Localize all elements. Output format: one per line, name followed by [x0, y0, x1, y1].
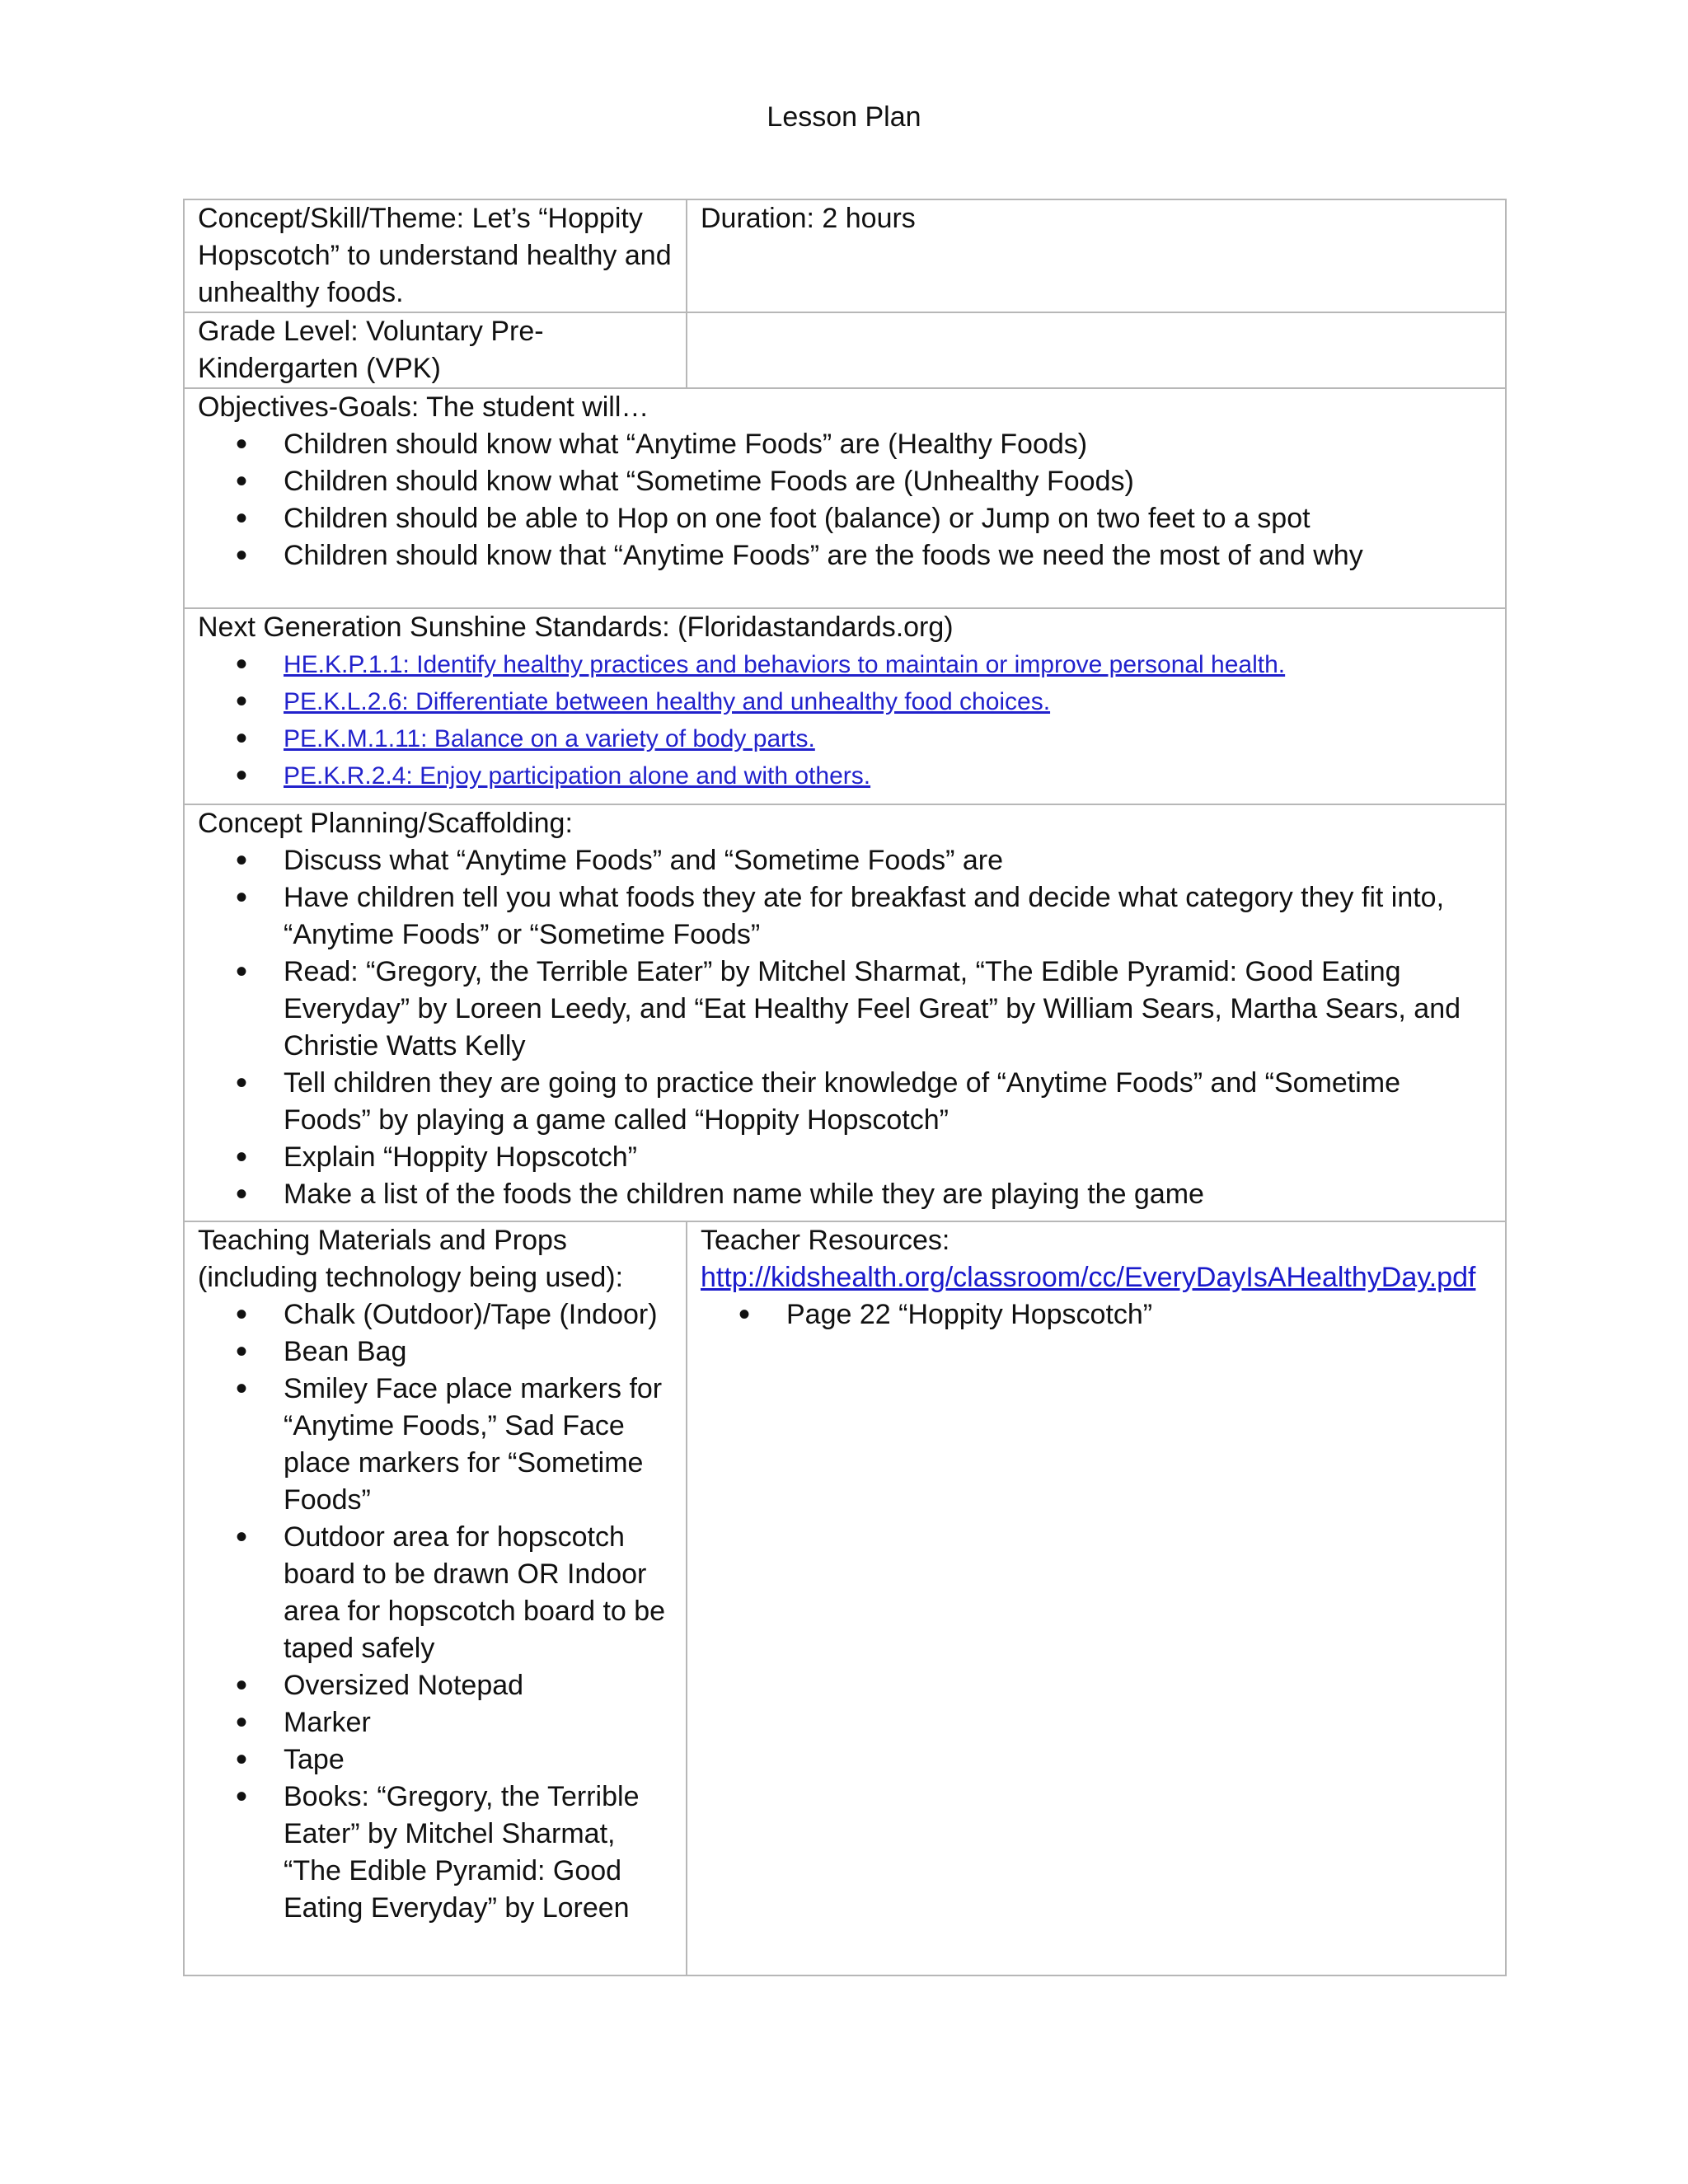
- list-item: • Oversized Notepad: [284, 1667, 673, 1704]
- objectives-list: [198, 426, 1492, 574]
- resource-link[interactable]: http://kidshealth.org/classroom/cc/EveryDayIsAHealthyDay.pdf: [701, 1262, 1476, 1293]
- list-item: • Bean Bag: [284, 1333, 673, 1371]
- lesson-plan-table: [183, 199, 1507, 1976]
- list-item: • Tell children they are going to practice their knowledge of “Anytime Foods” and “Sometime Foods” by playing a game called “Hoppity Hopscotch”: [284, 1065, 1492, 1139]
- duration-cell: Duration: 2 hours: [687, 199, 1506, 312]
- list-item: • Children should know what “Sometime Foods are (Unhealthy Foods): [284, 463, 1492, 500]
- standards-heading: Next Generation Sunshine Standards: (Floridastandards.org): [198, 612, 954, 643]
- materials-heading: Teaching Materials and Props (including technology being used):: [198, 1225, 624, 1293]
- table-row: [184, 199, 1506, 312]
- standard-link[interactable]: HE.K.P.1.1: Identify healthy practices and behaviors to maintain or improve personal health.: [284, 651, 1286, 678]
- list-item: [284, 757, 1492, 794]
- list-item: • Smiley Face place markers for “Anytime Foods,” Sad Face place markers for “Sometime Foods”: [284, 1371, 673, 1519]
- list-item: • Discuss what “Anytime Foods” and “Sometime Foods” are: [284, 842, 1492, 879]
- planning-heading: Concept Planning/Scaffolding:: [198, 808, 573, 839]
- list-item: • Make a list of the foods the children name while they are playing the game: [284, 1176, 1492, 1213]
- list-item: [284, 683, 1492, 720]
- planning-list: [198, 842, 1492, 1213]
- list-item: • Tape: [284, 1741, 673, 1779]
- list-item: [284, 720, 1492, 757]
- list-item: • Children should know that “Anytime Foods” are the foods we need the most of and why: [284, 537, 1492, 574]
- list-item: • Read: “Gregory, the Terrible Eater” by Mitchel Sharmat, “The Edible Pyramid: Good Eating Everyday” by Loreen Leedy, and “Eat Healthy Feel Great” by William Sears, Martha Sears, and Christie Watts Kelly: [284, 954, 1492, 1065]
- materials-list: [198, 1296, 673, 1927]
- list-item: • Outdoor area for hopscotch board to be drawn OR Indoor area for hopscotch board to be taped safely: [284, 1519, 673, 1667]
- standards-list: [198, 646, 1492, 794]
- list-item: • Children should be able to Hop on one foot (balance) or Jump on two feet to a spot: [284, 500, 1492, 537]
- list-item: [284, 646, 1492, 683]
- list-item: • Explain “Hoppity Hopscotch”: [284, 1139, 1492, 1176]
- table-row: [184, 608, 1506, 804]
- grade-level-cell: Grade Level: Voluntary Pre-Kindergarten (VPK): [184, 312, 687, 388]
- list-item: • Children should know what “Anytime Foods” are (Healthy Foods): [284, 426, 1492, 463]
- list-item: • Chalk (Outdoor)/Tape (Indoor): [284, 1296, 673, 1333]
- list-item: • Have children tell you what foods they ate for breakfast and decide what category they fit into, “Anytime Foods” or “Sometime Foods”: [284, 879, 1492, 954]
- standard-link[interactable]: PE.K.M.1.11: Balance on a variety of body parts.: [284, 725, 815, 752]
- standard-link[interactable]: PE.K.R.2.4: Enjoy participation alone and with others.: [284, 762, 871, 790]
- table-row: [184, 804, 1506, 1221]
- standards-cell: [184, 608, 1506, 804]
- resources-heading: Teacher Resources:: [701, 1225, 950, 1256]
- standard-link[interactable]: PE.K.L.2.6: Differentiate between healthy and unhealthy food choices.: [284, 688, 1051, 715]
- concept-cell: Concept/Skill/Theme: Let’s “Hoppity Hopscotch” to understand healthy and unhealthy foods.: [184, 199, 687, 312]
- table-row: [184, 388, 1506, 608]
- objectives-heading: Objectives-Goals: The student will…: [198, 391, 649, 423]
- list-item: • Page 22 “Hoppity Hopscotch”: [786, 1296, 1492, 1333]
- table-row: [184, 1221, 1506, 1975]
- page-title: Lesson Plan: [767, 101, 921, 133]
- list-item: • Books: “Gregory, the Terrible Eater” by Mitchel Sharmat, “The Edible Pyramid: Good Eating Everyday” by Loreen: [284, 1779, 673, 1927]
- table-row: [184, 312, 1506, 388]
- empty-cell: [687, 312, 1506, 388]
- resources-list: [701, 1296, 1492, 1333]
- list-item: • Marker: [284, 1704, 673, 1741]
- planning-cell: [184, 804, 1506, 1221]
- resources-cell: [687, 1221, 1506, 1975]
- materials-cell: [184, 1221, 687, 1975]
- objectives-cell: [184, 388, 1506, 608]
